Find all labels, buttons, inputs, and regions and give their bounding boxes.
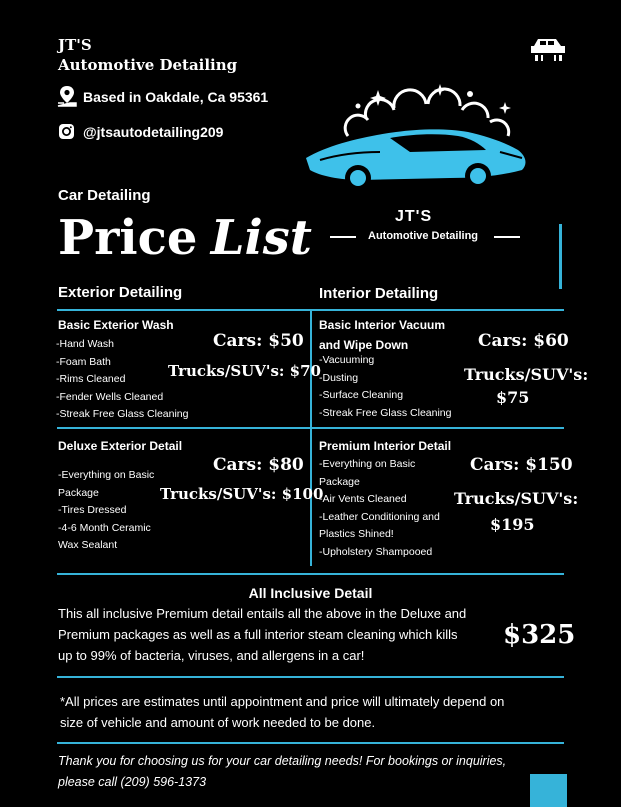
basic-interior-price-cars: Cars: $60 xyxy=(478,331,569,351)
divider-middle xyxy=(57,427,564,429)
all-inclusive-description xyxy=(58,603,466,666)
basic-interior-title-1: Basic Interior Vacuum xyxy=(319,318,446,332)
list-item: -Dusting xyxy=(319,371,359,384)
accent-square xyxy=(530,774,567,807)
list-item: -Streak Free Glass Cleaning xyxy=(319,406,452,419)
divider-vertical xyxy=(310,309,312,566)
instagram-icon xyxy=(58,123,75,140)
page-title xyxy=(58,209,312,268)
list-item: -Foam Bath xyxy=(56,355,111,368)
location-text: Based in Oakdale, Ca 95361 xyxy=(83,89,269,105)
subtitle: Car Detailing xyxy=(58,187,151,204)
list-item: -4-6 Month Ceramic xyxy=(58,521,151,534)
disclaimer xyxy=(60,691,504,733)
description-line: This all inclusive Premium detail entails all the above in the Deluxe and xyxy=(58,606,467,621)
list-item: -Surface Cleaning xyxy=(319,389,404,401)
basic-interior-items xyxy=(319,352,451,422)
divider-disclaimer-top xyxy=(57,676,564,678)
title-word-list: List xyxy=(210,210,312,266)
list-item: -Rims Cleaned xyxy=(56,373,126,385)
list-item: -Upholstery Shampooed xyxy=(319,545,433,558)
basic-interior-title-2: and Wipe Down xyxy=(319,338,409,352)
list-item: -Leather Conditioning and xyxy=(319,510,440,523)
divider-footer-top xyxy=(57,742,564,744)
deluxe-exterior-items xyxy=(58,467,154,555)
footer-line: please call (209) 596-1373 xyxy=(58,775,207,789)
title-word-price: Price xyxy=(58,210,198,266)
car-bubbles-logo-icon xyxy=(300,80,535,192)
location-pin-icon xyxy=(57,85,77,107)
disclaimer-line: size of vehicle and amount of work needed to be done. xyxy=(60,715,376,730)
deluxe-exterior-price-cars: Cars: $80 xyxy=(213,455,304,475)
list-item: Wax Sealant xyxy=(58,539,118,551)
deluxe-exterior-price-trucks: Trucks/SUV's: $100 xyxy=(160,485,324,503)
basic-exterior-title: Basic Exterior Wash xyxy=(58,318,174,332)
brand-name: JT'S xyxy=(58,36,92,54)
footer-line: Thank you for choosing us for your car detailing needs! For bookings or inquiries, xyxy=(58,754,507,768)
divider-bottom xyxy=(57,573,564,575)
list-item: -Fender Wells Cleaned xyxy=(56,390,164,403)
list-item: Package xyxy=(319,475,360,488)
deluxe-exterior-title: Deluxe Exterior Detail xyxy=(58,439,183,453)
basic-exterior-price-cars: Cars: $50 xyxy=(213,331,304,351)
basic-interior-price-trucks-amount: $75 xyxy=(496,388,530,407)
list-item: -Hand Wash xyxy=(56,338,114,350)
description-line: up to 99% of bacteria, viruses, and allergens in a car! xyxy=(58,648,365,663)
premium-interior-price-trucks: Trucks/SUV's: xyxy=(454,489,579,508)
all-inclusive-price: $325 xyxy=(503,620,576,650)
logo-name: JT'S xyxy=(395,208,433,225)
premium-interior-title: Premium Interior Detail xyxy=(319,439,452,453)
list-item: -Everything on Basic xyxy=(58,469,155,481)
premium-interior-price-cars: Cars: $150 xyxy=(470,455,573,475)
footer-text xyxy=(58,751,506,793)
list-item: -Vacuuming xyxy=(319,354,375,366)
accent-vertical-line xyxy=(559,224,562,289)
disclaimer-line: *All prices are estimates until appointment and price will ultimately depend on xyxy=(60,694,505,709)
basic-interior-price-trucks: Trucks/SUV's: xyxy=(464,365,589,384)
list-item: -Everything on Basic xyxy=(319,458,416,470)
premium-interior-items xyxy=(319,456,440,561)
description-line: Premium packages as well as a full interior steam cleaning which kills xyxy=(58,627,458,642)
logo-tagline: Automotive Detailing xyxy=(368,230,479,242)
exterior-heading: Exterior Detailing xyxy=(58,284,183,301)
logo-line-left xyxy=(330,236,356,238)
list-item: Plastics Shined! xyxy=(319,528,394,540)
list-item: -Streak Free Glass Cleaning xyxy=(56,408,189,420)
interior-heading: Interior Detailing xyxy=(319,285,439,302)
list-item: -Air Vents Cleaned xyxy=(319,493,407,505)
list-item: -Tires Dressed xyxy=(58,504,127,516)
logo-line-right xyxy=(494,236,520,238)
list-item: Package xyxy=(58,486,99,499)
all-inclusive-title: All Inclusive Detail xyxy=(248,585,373,601)
car-icon xyxy=(528,34,568,64)
instagram-handle: @jtsautodetailing209 xyxy=(83,124,224,140)
premium-interior-price-trucks-amount: $195 xyxy=(490,515,535,534)
basic-exterior-price-trucks: Trucks/SUV's: $70 xyxy=(168,362,321,380)
brand-subtitle: Automotive Detailing xyxy=(58,56,238,74)
